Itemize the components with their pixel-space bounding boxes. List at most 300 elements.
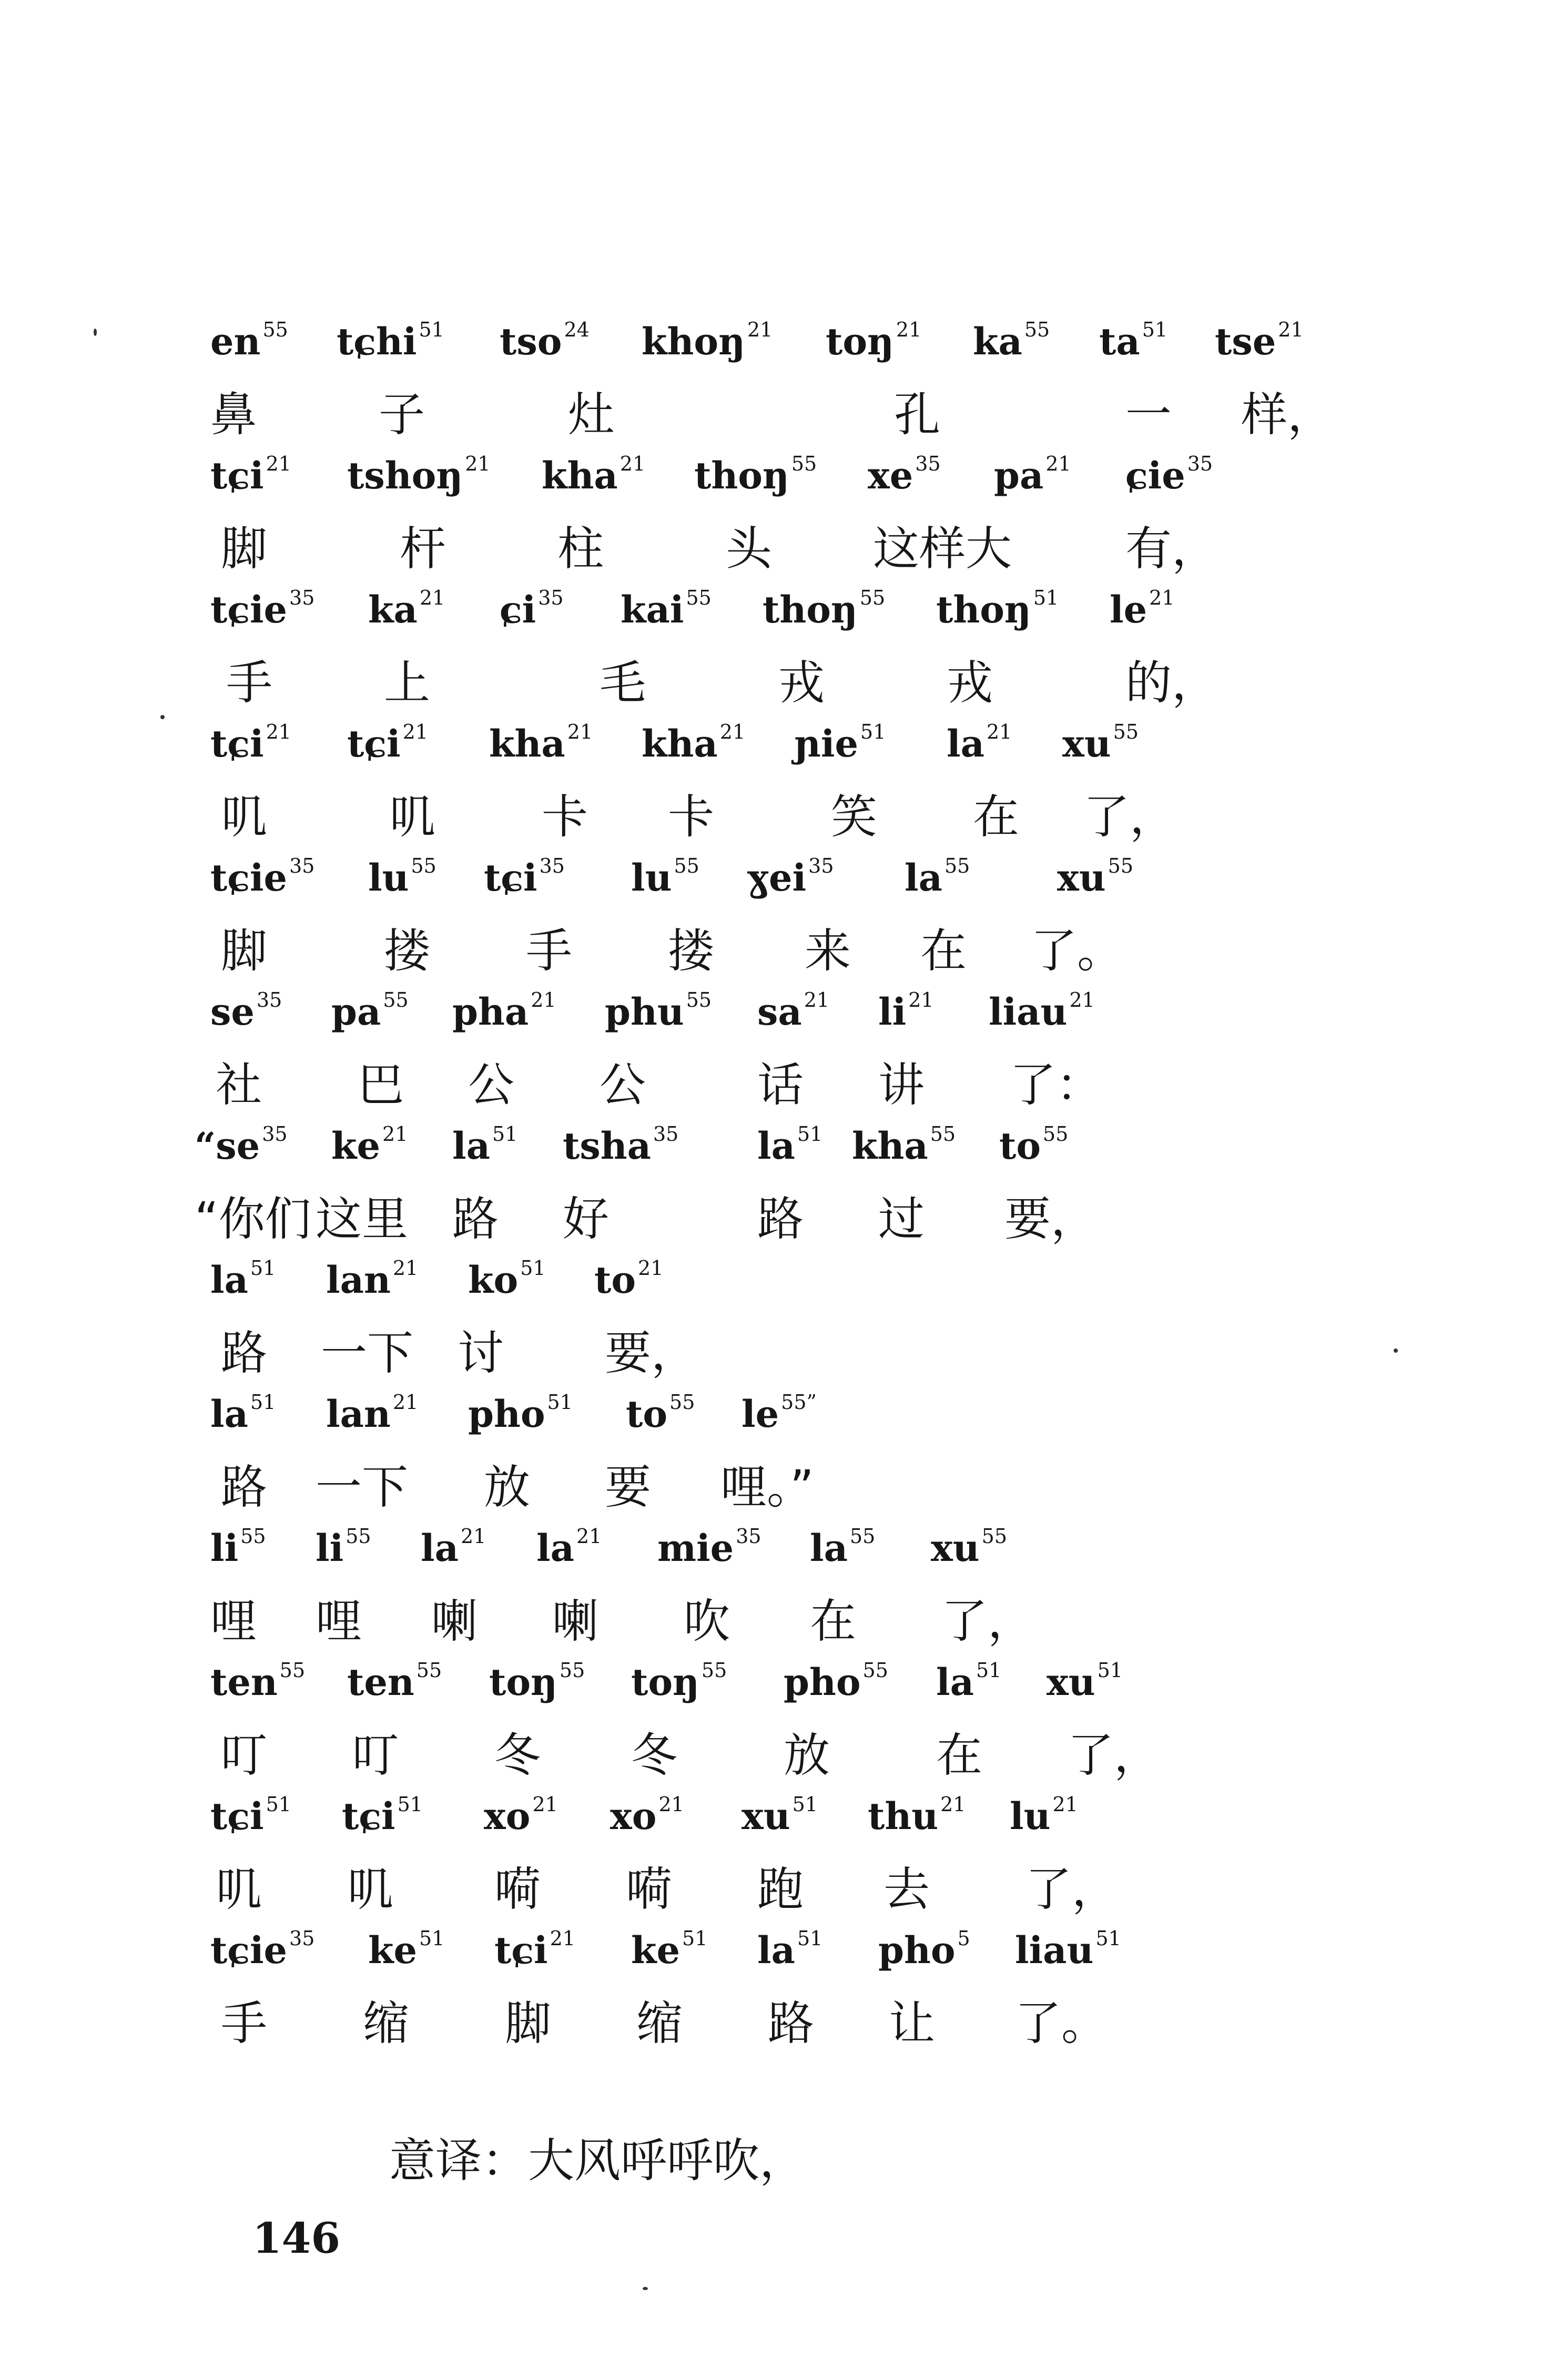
syllable-text: xu (931, 1526, 980, 1570)
gloss-word: 叽 (216, 1862, 262, 1916)
gloss-word: 哩 (316, 1594, 362, 1648)
gloss-word: 要 (605, 1460, 652, 1514)
tone-number: 51 (266, 1793, 291, 1816)
syllable-text: kha (642, 722, 718, 765)
syllable-text: lan (326, 1258, 391, 1302)
syllable-text: xo (484, 1794, 531, 1838)
syllable (1125, 452, 1213, 497)
syllable (621, 586, 712, 631)
syllable-text: ɕi (500, 588, 536, 631)
syllable-text: ke (331, 1124, 381, 1168)
tone-number: 21 (986, 720, 1012, 743)
gloss-word: 卡 (668, 790, 715, 844)
syllable-text: xe (868, 454, 913, 497)
syllable-text: la (905, 856, 942, 900)
syllable-text: xo (610, 1794, 657, 1838)
gloss-word: 杆 (400, 522, 446, 576)
tone-number: 55 (346, 1525, 371, 1548)
tone-number: 51 (797, 1122, 823, 1146)
syllable-text: li (878, 990, 907, 1034)
syllable-text: sa (757, 990, 802, 1034)
tone-number: 51 (419, 318, 444, 341)
syllable (468, 1257, 546, 1302)
syllable (500, 318, 590, 363)
syllable (936, 1659, 1002, 1704)
gloss-word: 有， (1125, 522, 1218, 576)
syllable (563, 1122, 679, 1168)
syllable (657, 1525, 761, 1570)
syllable (421, 1525, 486, 1570)
syllable (757, 1122, 823, 1168)
syllable (878, 1927, 970, 1972)
gloss-word: 柱 (557, 522, 604, 576)
tone-number: 35 (539, 854, 565, 877)
tone-number: 51 (419, 1927, 445, 1950)
syllable (337, 318, 444, 363)
tone-number: 55 (262, 318, 288, 341)
gloss-word: 了， (1068, 1728, 1161, 1782)
tone-number: 21 (419, 586, 445, 609)
tone-number: 51 (1033, 586, 1059, 609)
syllable (631, 854, 699, 900)
syllable (742, 1793, 818, 1838)
syllable-text: tɕi (342, 1794, 395, 1838)
syllable-text: xu (1062, 722, 1111, 765)
gloss-word: 放 (484, 1460, 531, 1514)
tone-number: 35 (1187, 452, 1213, 475)
gloss-word: 巴 (358, 1058, 404, 1112)
syllable-text: ka (973, 320, 1022, 363)
tone-number: 55 (981, 1525, 1007, 1548)
syllable (631, 1659, 727, 1704)
gloss-word: 路 (757, 1192, 804, 1246)
syllable (742, 1391, 817, 1436)
tone-number: 55 (701, 1659, 727, 1682)
tone-number: 55 (862, 1659, 888, 1682)
syllable-text: liau (1015, 1928, 1094, 1972)
syllable-text: kai (621, 588, 684, 631)
gloss-word: 头 (726, 522, 773, 576)
gloss-word: 搂 (384, 924, 431, 978)
tone-number: 24 (564, 318, 590, 341)
syllable (757, 988, 830, 1034)
tone-number: 55 (411, 854, 436, 877)
gloss-word: 孔 (894, 387, 941, 442)
gloss-word: 去 (883, 1862, 930, 1916)
syllable-text: la (757, 1124, 795, 1168)
syllable (210, 1257, 276, 1302)
syllable (368, 854, 436, 900)
tone-number: 51 (547, 1391, 573, 1414)
syllable-text: tɕhi (337, 320, 417, 363)
syllable-text: ten (210, 1660, 278, 1704)
syllable-text: to (999, 1124, 1041, 1168)
syllable-text: ke (631, 1928, 681, 1972)
tone-number: 35 (808, 854, 834, 877)
gloss-word: 嗬 (626, 1862, 673, 1916)
gloss-word: 好 (563, 1192, 610, 1246)
tone-number: 35 (538, 586, 564, 609)
syllable-text: lan (326, 1392, 391, 1436)
syllable-text: la (810, 1526, 848, 1570)
syllable-text: ke (368, 1928, 418, 1972)
tone-number: 51 (682, 1927, 708, 1950)
tone-number: 21 (532, 1793, 558, 1816)
tone-number: 21 (382, 1122, 408, 1146)
gloss-word: 脚 (221, 522, 268, 576)
syllable (368, 586, 445, 631)
syllable-text: tɕie (210, 856, 288, 900)
page-number: 146 (252, 2213, 340, 2263)
tone-number: 21 (1149, 586, 1175, 609)
syllable-text: liau (989, 990, 1068, 1034)
tone-number: 21 (908, 988, 934, 1012)
syllable (489, 1659, 585, 1704)
syllable (1110, 586, 1175, 631)
syllable-text: ɲie (794, 722, 859, 765)
syllable-text: tɕi (484, 856, 537, 900)
tone-number: 55 (791, 452, 817, 475)
tone-number: 51 (397, 1793, 423, 1816)
syllable-text: lu (631, 856, 672, 900)
syllable-text: tɕi (347, 722, 401, 765)
gloss-word: 吹 (684, 1594, 730, 1648)
syllable-text: toŋ (489, 1660, 557, 1704)
syllable (195, 1122, 288, 1168)
tone-number: 35 (289, 854, 315, 877)
syllable (210, 1391, 276, 1436)
syllable (852, 1122, 956, 1168)
syllable-text: lu (1010, 1794, 1051, 1838)
tone-number: 51 (797, 1927, 823, 1950)
syllable (536, 1525, 602, 1570)
gloss-word: 手 (226, 656, 273, 710)
gloss-word: 毛 (600, 656, 646, 710)
syllable (594, 1257, 664, 1302)
gloss-word: 手 (526, 924, 573, 978)
syllable (484, 854, 565, 900)
gloss-word: 在 (920, 924, 967, 978)
tone-number: 55” (781, 1391, 817, 1414)
syllable-text: tɕie (210, 588, 288, 631)
tone-number: 35 (289, 586, 315, 609)
syllable-text: pa (331, 990, 381, 1034)
gloss-word: 冬 (631, 1728, 678, 1782)
syllable-text: la (210, 1392, 248, 1436)
tone-number: 51 (1097, 1659, 1123, 1682)
syllable (210, 1927, 315, 1972)
gloss-word: 了， (1083, 790, 1176, 844)
syllable (605, 988, 712, 1034)
syllable (747, 854, 834, 900)
syllable (210, 1659, 306, 1704)
syllable-text: ten (347, 1660, 414, 1704)
syllable-text: tɕie (210, 1928, 288, 1972)
syllable (631, 1927, 708, 1972)
syllable-text: pha (452, 990, 529, 1034)
syllable (484, 1793, 558, 1838)
tone-number: 55 (1113, 720, 1139, 743)
gloss-word: 搂 (668, 924, 715, 978)
syllable (989, 988, 1095, 1034)
syllable (826, 318, 922, 363)
tone-number: 21 (266, 452, 291, 475)
tone-number: 21 (1045, 452, 1071, 475)
gloss-word: 路 (768, 1996, 815, 2050)
syllable-text: tɕi (210, 1794, 264, 1838)
syllable-text: xu (1047, 1660, 1095, 1704)
syllable (347, 720, 428, 765)
syllable (763, 586, 886, 631)
syllable-text: mie (657, 1526, 734, 1570)
tone-number: 35 (289, 1927, 315, 1950)
syllable-text: ta (1099, 320, 1140, 363)
syllable-text: lu (368, 856, 409, 900)
syllable (210, 318, 288, 363)
syllable (905, 854, 970, 900)
syllable (210, 854, 315, 900)
gloss-word: 叮 (221, 1728, 268, 1782)
syllable-text: ɣei (747, 856, 807, 900)
tone-number: 51 (1142, 318, 1168, 341)
gloss-word: 要， (605, 1326, 698, 1380)
syllable (868, 1793, 966, 1838)
gloss-word: 了： (1010, 1058, 1103, 1112)
gloss-word: 在 (810, 1594, 857, 1648)
syllable-text: thoŋ (936, 588, 1031, 631)
gloss-word: 戎 (778, 656, 825, 710)
gloss-word: 笑 (831, 790, 878, 844)
syllable (500, 586, 564, 631)
gloss-word: 鼻 (210, 387, 257, 442)
gloss-word: 放 (784, 1728, 830, 1782)
gloss-word: 话 (757, 1058, 804, 1112)
tone-number: 5 (957, 1927, 970, 1950)
syllable-text: xu (1057, 856, 1106, 900)
tone-number: 21 (465, 452, 491, 475)
tone-number: 21 (392, 1391, 419, 1414)
tone-number: 55 (930, 1122, 956, 1146)
syllable-text: tso (500, 320, 562, 363)
syllable (1057, 854, 1133, 900)
syllable (1099, 318, 1168, 363)
gloss-word: 公 (468, 1058, 515, 1112)
gloss-word: 样， (1241, 387, 1334, 442)
gloss-word: 路 (221, 1460, 268, 1514)
syllable-text: phu (605, 990, 684, 1034)
syllable-text: li (210, 1526, 239, 1570)
tone-number: 55 (383, 988, 409, 1012)
gloss-word: 卡 (542, 790, 588, 844)
tone-number: 55 (279, 1659, 306, 1682)
tone-number: 51 (792, 1793, 818, 1816)
syllable-text: la (210, 1258, 248, 1302)
gloss-word: 在 (936, 1728, 983, 1782)
gloss-word: 讨 (458, 1326, 504, 1380)
syllable-text: tɕi (210, 454, 264, 497)
gloss-word: 一 (1125, 387, 1172, 442)
syllable-text: tsha (563, 1124, 651, 1168)
gloss-word: 社 (216, 1058, 262, 1112)
translation-line: 意译：大风呼呼吹， (389, 2133, 806, 2188)
syllable-text: la (757, 1928, 795, 1972)
syllable (368, 1927, 445, 1972)
tone-number: 21 (392, 1257, 419, 1280)
tone-number: 21 (804, 988, 830, 1012)
gloss-word: 一下 (321, 1326, 414, 1380)
syllable (931, 1525, 1007, 1570)
gloss-word: 哩 (210, 1594, 257, 1648)
syllable (1047, 1659, 1123, 1704)
syllable (1015, 1927, 1121, 1972)
syllable (331, 988, 409, 1034)
tone-number: 21 (896, 318, 922, 341)
syllable-text: la (452, 1124, 490, 1168)
syllable-text: to (594, 1258, 636, 1302)
gloss-word: 哩。” (720, 1460, 814, 1514)
syllable-text: la (536, 1526, 574, 1570)
tone-number: 21 (550, 1927, 575, 1950)
syllable (810, 1525, 876, 1570)
tone-number: 51 (250, 1257, 276, 1280)
gloss-word: 脚 (505, 1996, 552, 2050)
syllable (210, 1525, 266, 1570)
tone-number: 35 (915, 452, 941, 475)
tone-number: 55 (686, 988, 712, 1012)
gloss-word: 一下 (316, 1460, 409, 1514)
syllable-text: toŋ (826, 320, 894, 363)
gloss-word: 在 (973, 790, 1020, 844)
tone-number: 51 (520, 1257, 546, 1280)
tone-number: 55 (559, 1659, 585, 1682)
syllable-text: la (936, 1660, 974, 1704)
tone-number: 21 (619, 452, 646, 475)
tone-number: 21 (1069, 988, 1095, 1012)
tone-number: 55 (416, 1659, 442, 1682)
gloss-word: 冬 (494, 1728, 541, 1782)
tone-number: 21 (658, 1793, 684, 1816)
gloss-word: 喇 (431, 1594, 478, 1648)
syllable (610, 1793, 684, 1838)
syllable (347, 1659, 442, 1704)
syllable-text: le (1110, 588, 1147, 631)
syllable-text: kha (852, 1124, 928, 1168)
tone-number: 21 (567, 720, 593, 743)
tone-number: 21 (576, 1525, 602, 1548)
gloss-word: 讲 (878, 1058, 925, 1112)
tone-number: 21 (719, 720, 746, 743)
gloss-word: 了， (941, 1594, 1034, 1648)
syllable-text: kha (542, 454, 618, 497)
syllable-text: tɕi (494, 1928, 548, 1972)
syllable (794, 720, 886, 765)
syllable (947, 720, 1012, 765)
tone-number: 55 (944, 854, 970, 877)
syllable-text: la (421, 1526, 459, 1570)
syllable (784, 1659, 888, 1704)
syllable (1062, 720, 1139, 765)
syllable (999, 1122, 1069, 1168)
tone-number: 21 (638, 1257, 664, 1280)
gloss-word: 子 (379, 387, 425, 442)
syllable (210, 452, 291, 497)
syllable-text: le (742, 1392, 779, 1436)
gloss-word: 叽 (347, 1862, 394, 1916)
syllable-text: ɕie (1125, 454, 1185, 497)
gloss-word: 了。 (1031, 924, 1124, 978)
gloss-word: 灶 (568, 387, 615, 442)
tone-number: 55 (1108, 854, 1133, 877)
syllable-text: en (210, 320, 261, 363)
tone-number: 55 (674, 854, 699, 877)
syllable (342, 1793, 423, 1838)
tone-number: 21 (747, 318, 773, 341)
syllable (331, 1122, 408, 1168)
syllable-text: pho (878, 1928, 956, 1972)
gloss-word: 公 (600, 1058, 646, 1112)
gloss-word: 路 (221, 1326, 268, 1380)
syllable (210, 720, 291, 765)
gloss-word: 这里 (316, 1192, 409, 1246)
tone-number: 21 (266, 720, 291, 743)
gloss-word: 上 (384, 656, 431, 710)
syllable (542, 452, 646, 497)
syllable-text: kha (489, 722, 565, 765)
syllable (326, 1391, 419, 1436)
tone-number: 55 (849, 1525, 876, 1548)
syllable (973, 318, 1050, 363)
gloss-word: 路 (452, 1192, 499, 1246)
syllable-text: thoŋ (763, 588, 858, 631)
gloss-word: 要， (1004, 1192, 1098, 1246)
tone-number: 51 (492, 1122, 518, 1146)
gloss-word: 嗬 (494, 1862, 541, 1916)
syllable-text: to (626, 1392, 668, 1436)
syllable (347, 452, 491, 497)
syllable-text: pho (468, 1392, 545, 1436)
gloss-word: 跑 (757, 1862, 804, 1916)
syllable-text: thoŋ (694, 454, 789, 497)
gloss-word: 的， (1125, 656, 1218, 710)
tone-number: 35 (262, 1122, 288, 1146)
gloss-word: 手 (221, 1996, 268, 2050)
tone-number: 55 (1024, 318, 1050, 341)
tone-number: 55 (859, 586, 886, 609)
syllable (626, 1391, 695, 1436)
gloss-word: 这样大 (873, 522, 1012, 576)
syllable (210, 1793, 291, 1838)
syllable-text: se (210, 990, 255, 1034)
gloss-word: “你们 (195, 1192, 311, 1246)
syllable-text: tshoŋ (347, 454, 463, 497)
syllable (452, 1122, 518, 1168)
syllable-text: tse (1215, 320, 1276, 363)
syllable (642, 318, 773, 363)
tone-number: 21 (460, 1525, 486, 1548)
syllable (1215, 318, 1304, 363)
tone-number: 21 (1052, 1793, 1078, 1816)
syllable (326, 1257, 419, 1302)
tone-number: 55 (1043, 1122, 1069, 1146)
syllable-text: ko (468, 1258, 519, 1302)
gloss-word: 喇 (552, 1594, 599, 1648)
gloss-word: 缩 (363, 1996, 410, 2050)
tone-number: 51 (860, 720, 886, 743)
gloss-word: 脚 (221, 924, 268, 978)
tone-number: 21 (940, 1793, 966, 1816)
syllable-text: “se (195, 1124, 260, 1168)
syllable (452, 988, 556, 1034)
